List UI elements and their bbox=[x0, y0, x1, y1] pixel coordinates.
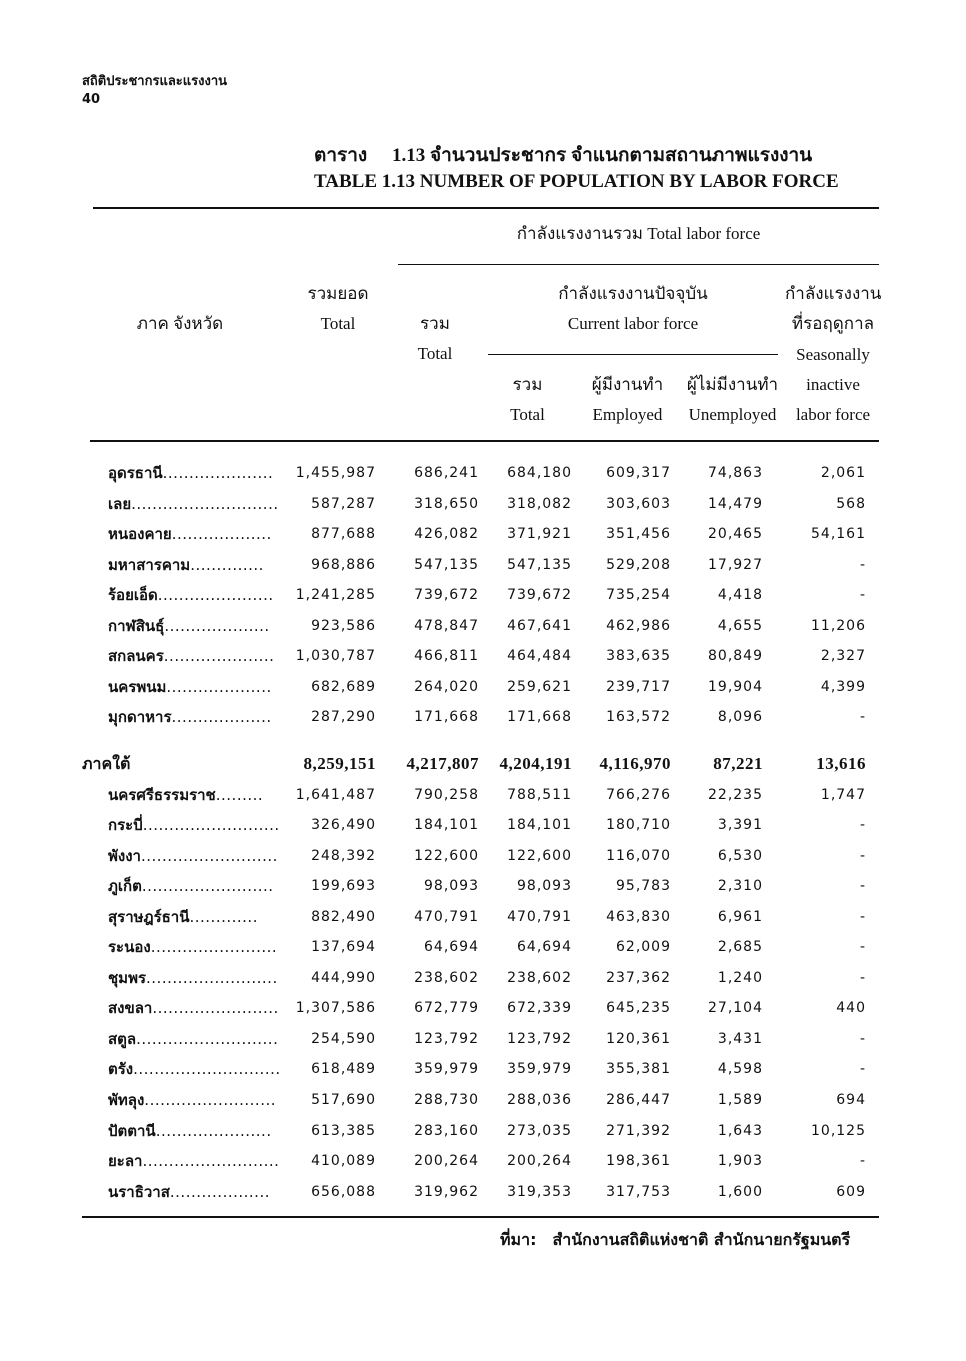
cell-seasonal: 609 bbox=[836, 1184, 866, 1200]
cell-unemployed: 1,589 bbox=[717, 1092, 763, 1108]
table-row bbox=[82, 1116, 882, 1146]
header-employed-th: ผู้มีงานทำ bbox=[591, 375, 664, 394]
province-label: มหาสารคาม bbox=[108, 556, 191, 574]
cell-unemployed: 20,465 bbox=[708, 526, 763, 542]
header-unemployed-en: Unemployed bbox=[688, 405, 777, 424]
cell-unemployed: 87,221 bbox=[713, 754, 763, 773]
cell-lf-total: 4,217,807 bbox=[406, 754, 479, 773]
leader-dots: ........................ bbox=[150, 938, 278, 956]
leader-dots: .................... bbox=[164, 617, 270, 635]
province-name bbox=[108, 489, 279, 519]
cell-employed: 383,635 bbox=[606, 648, 671, 664]
cell-lf-total: 319,962 bbox=[414, 1184, 479, 1200]
header-lf-total-en: Total bbox=[417, 344, 453, 363]
cell-total: 8,259,151 bbox=[303, 754, 376, 773]
cell-employed: 163,572 bbox=[606, 709, 671, 725]
province-label: สกลนคร bbox=[108, 647, 164, 665]
table-row bbox=[82, 780, 882, 810]
province-name bbox=[108, 902, 258, 932]
cell-lf-total: 264,020 bbox=[414, 679, 479, 695]
province-label: ยะลา bbox=[108, 1152, 143, 1170]
cell-unemployed: 1,643 bbox=[717, 1123, 763, 1139]
cell-lf-total: 98,093 bbox=[424, 878, 479, 894]
province-name bbox=[108, 1054, 281, 1084]
province-label: ภูเก็ต bbox=[108, 877, 142, 895]
leader-dots: ................... bbox=[169, 1183, 270, 1201]
table-top-rule bbox=[93, 207, 879, 209]
cell-unemployed: 22,235 bbox=[708, 787, 763, 803]
province-name bbox=[108, 963, 278, 993]
table-row bbox=[82, 611, 882, 641]
leader-dots: ........................ bbox=[152, 999, 279, 1017]
region-row bbox=[82, 749, 882, 779]
table-row bbox=[82, 1024, 882, 1054]
table-row bbox=[82, 641, 882, 671]
table-row bbox=[82, 841, 882, 871]
province-name bbox=[108, 672, 272, 702]
cell-lf-total: 318,650 bbox=[414, 496, 479, 512]
table-bottom-rule bbox=[82, 1216, 879, 1218]
page-number: 40 bbox=[82, 92, 101, 107]
cell-unemployed: 1,240 bbox=[717, 970, 763, 986]
cell-total: 1,030,787 bbox=[295, 648, 376, 664]
cell-employed: 355,381 bbox=[606, 1061, 671, 1077]
cell-employed: 351,456 bbox=[606, 526, 671, 542]
province-name bbox=[108, 871, 274, 901]
province-name bbox=[108, 1024, 278, 1054]
leader-dots: ..................... bbox=[163, 647, 275, 665]
cell-seasonal: - bbox=[859, 878, 866, 894]
province-label: ปัตตานี bbox=[108, 1122, 156, 1140]
cell-cur-total: 470,791 bbox=[507, 909, 572, 925]
cell-seasonal: - bbox=[859, 1153, 866, 1169]
cell-total: 199,693 bbox=[311, 878, 376, 894]
province-name bbox=[108, 993, 279, 1023]
cell-unemployed: 4,598 bbox=[717, 1061, 763, 1077]
cell-seasonal: - bbox=[859, 817, 866, 833]
table-row bbox=[82, 489, 882, 519]
table-row bbox=[82, 519, 882, 549]
cell-lf-total: 288,730 bbox=[414, 1092, 479, 1108]
cell-total: 656,088 bbox=[311, 1184, 376, 1200]
cell-lf-total: 686,241 bbox=[414, 465, 479, 481]
province-name bbox=[108, 458, 273, 488]
cell-unemployed: 3,391 bbox=[717, 817, 763, 833]
cell-employed: 462,986 bbox=[606, 618, 671, 634]
cell-unemployed: 74,863 bbox=[708, 465, 763, 481]
province-name bbox=[108, 810, 280, 840]
cell-cur-total: 200,264 bbox=[507, 1153, 572, 1169]
cell-total: 444,990 bbox=[311, 970, 376, 986]
cell-lf-total: 790,258 bbox=[414, 787, 479, 803]
source-text: สำนักงานสถิติแห่งชาติ สำนักนายกรัฐมนตรี bbox=[552, 1230, 851, 1249]
table-title-thai-text: 1.13 จำนวนประชากร จำแนกตามสถานภาพแรงงาน bbox=[392, 145, 813, 166]
leader-dots: ......................... bbox=[146, 969, 278, 987]
cell-seasonal: - bbox=[859, 909, 866, 925]
header-seasonal-en1: Seasonally bbox=[796, 345, 870, 364]
province-label: ระนอง bbox=[108, 938, 151, 956]
cell-cur-total: 739,672 bbox=[507, 587, 572, 603]
province-label: เลย bbox=[108, 495, 132, 513]
cell-cur-total: 547,135 bbox=[507, 557, 572, 573]
cell-total: 248,392 bbox=[311, 848, 376, 864]
cell-total: 877,688 bbox=[311, 526, 376, 542]
header-unemployed-th: ผู้ไม่มีงานทำ bbox=[686, 375, 779, 394]
province-name bbox=[108, 611, 270, 641]
province-label: มุกดาหาร bbox=[108, 708, 172, 726]
table-row bbox=[82, 672, 882, 702]
cell-seasonal: 694 bbox=[836, 1092, 866, 1108]
province-label: นครศรีธรรมราช bbox=[108, 786, 216, 804]
leader-dots: ......... bbox=[215, 786, 264, 804]
header-bottom-rule bbox=[90, 440, 879, 442]
header-grand-total-en: Total bbox=[320, 314, 356, 333]
cell-employed: 120,361 bbox=[606, 1031, 671, 1047]
cell-employed: 4,116,970 bbox=[599, 754, 671, 773]
header-seasonal-en3: labor force bbox=[795, 405, 871, 424]
cell-total: 1,641,487 bbox=[295, 787, 376, 803]
cell-unemployed: 14,479 bbox=[708, 496, 763, 512]
cell-unemployed: 4,655 bbox=[717, 618, 763, 634]
cell-seasonal: 11,206 bbox=[811, 618, 866, 634]
cell-seasonal: - bbox=[859, 557, 866, 573]
table-row bbox=[82, 550, 882, 580]
province-name bbox=[82, 749, 130, 779]
cell-cur-total: 288,036 bbox=[507, 1092, 572, 1108]
cell-cur-total: 238,602 bbox=[507, 970, 572, 986]
cell-cur-total: 64,694 bbox=[517, 939, 572, 955]
cell-cur-total: 123,792 bbox=[507, 1031, 572, 1047]
leader-dots: ........................... bbox=[136, 1030, 279, 1048]
leader-dots: .......................... bbox=[142, 1152, 280, 1170]
leader-dots: ...................... bbox=[157, 586, 274, 604]
cell-lf-total: 283,160 bbox=[414, 1123, 479, 1139]
cell-lf-total: 547,135 bbox=[414, 557, 479, 573]
cell-unemployed: 8,096 bbox=[717, 709, 763, 725]
province-label: นครพนม bbox=[108, 678, 167, 696]
cell-unemployed: 80,849 bbox=[708, 648, 763, 664]
header-seasonal-th1: กำลังแรงงาน bbox=[785, 284, 882, 303]
cell-employed: 62,009 bbox=[616, 939, 671, 955]
header-seasonal-th2: ที่รอฤดูกาล bbox=[791, 314, 875, 333]
leader-dots: ................... bbox=[171, 525, 272, 543]
leader-dots: .......................... bbox=[142, 816, 280, 834]
cell-cur-total: 122,600 bbox=[507, 848, 572, 864]
province-name bbox=[108, 1177, 270, 1207]
table-row bbox=[82, 1146, 882, 1176]
cell-employed: 116,070 bbox=[606, 848, 671, 864]
table-row bbox=[82, 1085, 882, 1115]
leader-dots: ..................... bbox=[162, 464, 274, 482]
cell-employed: 766,276 bbox=[606, 787, 671, 803]
cell-employed: 286,447 bbox=[606, 1092, 671, 1108]
cell-cur-total: 171,668 bbox=[507, 709, 572, 725]
cell-cur-total: 184,101 bbox=[507, 817, 572, 833]
province-label: สงขลา bbox=[108, 999, 153, 1017]
cell-employed: 271,392 bbox=[606, 1123, 671, 1139]
cell-unemployed: 6,530 bbox=[717, 848, 763, 864]
cell-unemployed: 3,431 bbox=[717, 1031, 763, 1047]
cell-seasonal: 568 bbox=[836, 496, 866, 512]
province-label: ภาคใต้ bbox=[82, 754, 131, 773]
province-name bbox=[108, 702, 272, 732]
cell-total: 613,385 bbox=[311, 1123, 376, 1139]
cell-total: 137,694 bbox=[311, 939, 376, 955]
cell-lf-total: 478,847 bbox=[414, 618, 479, 634]
cell-employed: 95,783 bbox=[616, 878, 671, 894]
header-current-en: Current labor force bbox=[567, 314, 699, 333]
province-name bbox=[108, 641, 274, 671]
cell-employed: 317,753 bbox=[606, 1184, 671, 1200]
province-name bbox=[108, 780, 263, 810]
cell-cur-total: 788,511 bbox=[507, 787, 572, 803]
table-row bbox=[82, 580, 882, 610]
cell-seasonal: 13,616 bbox=[816, 754, 866, 773]
cell-lf-total: 184,101 bbox=[414, 817, 479, 833]
cell-lf-total: 171,668 bbox=[414, 709, 479, 725]
cell-total: 587,287 bbox=[311, 496, 376, 512]
header-rule-current bbox=[488, 354, 778, 355]
cell-lf-total: 672,779 bbox=[414, 1000, 479, 1016]
cell-employed: 463,830 bbox=[606, 909, 671, 925]
cell-cur-total: 273,035 bbox=[507, 1123, 572, 1139]
cell-cur-total: 672,339 bbox=[507, 1000, 572, 1016]
cell-seasonal: - bbox=[859, 709, 866, 725]
cell-total: 968,886 bbox=[311, 557, 376, 573]
cell-lf-total: 466,811 bbox=[414, 648, 479, 664]
header-cur-total-en: Total bbox=[510, 405, 545, 424]
cell-total: 923,586 bbox=[311, 618, 376, 634]
cell-unemployed: 2,310 bbox=[717, 878, 763, 894]
cell-seasonal: - bbox=[859, 970, 866, 986]
cell-unemployed: 27,104 bbox=[708, 1000, 763, 1016]
cell-unemployed: 6,961 bbox=[717, 909, 763, 925]
cell-lf-total: 739,672 bbox=[414, 587, 479, 603]
cell-seasonal: 54,161 bbox=[811, 526, 866, 542]
province-name bbox=[108, 580, 274, 610]
table-title-english: TABLE 1.13 NUMBER OF POPULATION BY LABOR FORCE bbox=[314, 171, 839, 192]
cell-lf-total: 64,694 bbox=[424, 939, 479, 955]
cell-seasonal: - bbox=[859, 1031, 866, 1047]
province-name bbox=[108, 1116, 272, 1146]
table-row bbox=[82, 1054, 882, 1084]
leader-dots: ............................ bbox=[133, 1060, 281, 1078]
cell-cur-total: 467,641 bbox=[507, 618, 572, 634]
header-employed-en: Employed bbox=[592, 405, 663, 424]
cell-lf-total: 470,791 bbox=[414, 909, 479, 925]
cell-lf-total: 122,600 bbox=[414, 848, 479, 864]
province-name bbox=[108, 550, 264, 580]
header-total-labor-force: กำลังแรงงานรวม Total labor force bbox=[516, 224, 761, 243]
cell-cur-total: 319,353 bbox=[507, 1184, 572, 1200]
cell-lf-total: 238,602 bbox=[414, 970, 479, 986]
province-label: อุดรธานี bbox=[108, 464, 163, 482]
cell-lf-total: 200,264 bbox=[414, 1153, 479, 1169]
cell-cur-total: 359,979 bbox=[507, 1061, 572, 1077]
province-label: หนองคาย bbox=[108, 525, 172, 543]
province-label: ร้อยเอ็ด bbox=[108, 586, 158, 604]
header-current-th: กำลังแรงงานปัจจุบัน bbox=[558, 284, 708, 303]
cell-cur-total: 4,204,191 bbox=[499, 754, 572, 773]
cell-total: 517,690 bbox=[311, 1092, 376, 1108]
province-label: กาฬสินธุ์ bbox=[108, 617, 165, 635]
table-row bbox=[82, 963, 882, 993]
province-label: ชุมพร bbox=[108, 969, 147, 987]
cell-seasonal: - bbox=[859, 848, 866, 864]
source-note bbox=[500, 1228, 850, 1253]
cell-total: 1,241,285 bbox=[295, 587, 376, 603]
table-row bbox=[82, 902, 882, 932]
cell-seasonal: - bbox=[859, 939, 866, 955]
province-label: สตูล bbox=[108, 1030, 137, 1048]
province-name bbox=[108, 1146, 279, 1176]
leader-dots: ............. bbox=[189, 908, 258, 926]
table-row bbox=[82, 932, 882, 962]
header-rule-labor-force bbox=[398, 264, 879, 265]
cell-lf-total: 123,792 bbox=[414, 1031, 479, 1047]
leader-dots: ......................... bbox=[144, 1091, 276, 1109]
table-row bbox=[82, 458, 882, 488]
cell-employed: 529,208 bbox=[606, 557, 671, 573]
running-head: สถิติประชากรและแรงงาน bbox=[82, 74, 228, 89]
province-label: ตรัง bbox=[108, 1060, 134, 1078]
table-row bbox=[82, 993, 882, 1023]
cell-cur-total: 371,921 bbox=[507, 526, 572, 542]
leader-dots: .......................... bbox=[140, 847, 278, 865]
cell-total: 1,455,987 bbox=[295, 465, 376, 481]
cell-total: 682,689 bbox=[311, 679, 376, 695]
cell-cur-total: 98,093 bbox=[517, 878, 572, 894]
cell-cur-total: 259,621 bbox=[507, 679, 572, 695]
province-label: นราธิวาส bbox=[108, 1183, 170, 1201]
cell-total: 618,489 bbox=[311, 1061, 376, 1077]
cell-employed: 239,717 bbox=[606, 679, 671, 695]
leader-dots: .................... bbox=[166, 678, 272, 696]
cell-total: 254,590 bbox=[311, 1031, 376, 1047]
table-label-thai: ตาราง bbox=[314, 145, 368, 166]
table-row bbox=[82, 871, 882, 901]
province-label: สุราษฎร์ธานี bbox=[108, 908, 190, 926]
leader-dots: ................... bbox=[171, 708, 272, 726]
cell-employed: 609,317 bbox=[606, 465, 671, 481]
cell-seasonal: 2,327 bbox=[820, 648, 866, 664]
leader-dots: ......................... bbox=[141, 877, 274, 895]
cell-employed: 645,235 bbox=[606, 1000, 671, 1016]
leader-dots: .............. bbox=[190, 556, 264, 574]
cell-total: 410,089 bbox=[311, 1153, 376, 1169]
province-label: กระบี่ bbox=[108, 816, 143, 834]
cell-unemployed: 19,904 bbox=[708, 679, 763, 695]
cell-seasonal: - bbox=[859, 1061, 866, 1077]
header-grand-total-th: รวมยอด bbox=[307, 284, 369, 303]
cell-seasonal: 2,061 bbox=[820, 465, 866, 481]
cell-unemployed: 1,600 bbox=[717, 1184, 763, 1200]
leader-dots: ............................ bbox=[131, 495, 279, 513]
cell-unemployed: 2,685 bbox=[717, 939, 763, 955]
header-cur-total-th: รวม bbox=[512, 375, 543, 394]
cell-seasonal: 1,747 bbox=[820, 787, 866, 803]
cell-total: 1,307,586 bbox=[295, 1000, 376, 1016]
cell-employed: 237,362 bbox=[606, 970, 671, 986]
cell-seasonal: - bbox=[859, 587, 866, 603]
cell-total: 882,490 bbox=[311, 909, 376, 925]
source-label: ที่มา: bbox=[500, 1230, 537, 1249]
cell-seasonal: 10,125 bbox=[811, 1123, 866, 1139]
cell-unemployed: 4,418 bbox=[717, 587, 763, 603]
cell-unemployed: 17,927 bbox=[708, 557, 763, 573]
table-row bbox=[82, 1177, 882, 1207]
cell-cur-total: 684,180 bbox=[507, 465, 572, 481]
cell-total: 326,490 bbox=[311, 817, 376, 833]
cell-lf-total: 359,979 bbox=[414, 1061, 479, 1077]
cell-employed: 180,710 bbox=[606, 817, 671, 833]
cell-employed: 735,254 bbox=[606, 587, 671, 603]
cell-lf-total: 426,082 bbox=[414, 526, 479, 542]
province-name bbox=[108, 519, 272, 549]
header-lf-total-th: รวม bbox=[420, 314, 450, 333]
province-name bbox=[108, 1085, 276, 1115]
leader-dots: ...................... bbox=[155, 1122, 272, 1140]
cell-employed: 198,361 bbox=[606, 1153, 671, 1169]
cell-seasonal: 4,399 bbox=[820, 679, 866, 695]
cell-seasonal: 440 bbox=[836, 1000, 866, 1016]
cell-cur-total: 318,082 bbox=[507, 496, 572, 512]
province-name bbox=[108, 841, 278, 871]
province-label: พังงา bbox=[108, 847, 141, 865]
province-label: พัทลุง bbox=[108, 1091, 145, 1109]
cell-employed: 303,603 bbox=[606, 496, 671, 512]
province-name bbox=[108, 932, 277, 962]
cell-total: 287,290 bbox=[311, 709, 376, 725]
table-row bbox=[82, 702, 882, 732]
table-row bbox=[82, 810, 882, 840]
cell-cur-total: 464,484 bbox=[507, 648, 572, 664]
header-region-province: ภาค จังหวัด bbox=[136, 314, 224, 333]
cell-unemployed: 1,903 bbox=[717, 1153, 763, 1169]
table-title-thai bbox=[314, 140, 812, 170]
header-seasonal-en2: inactive bbox=[806, 375, 860, 394]
